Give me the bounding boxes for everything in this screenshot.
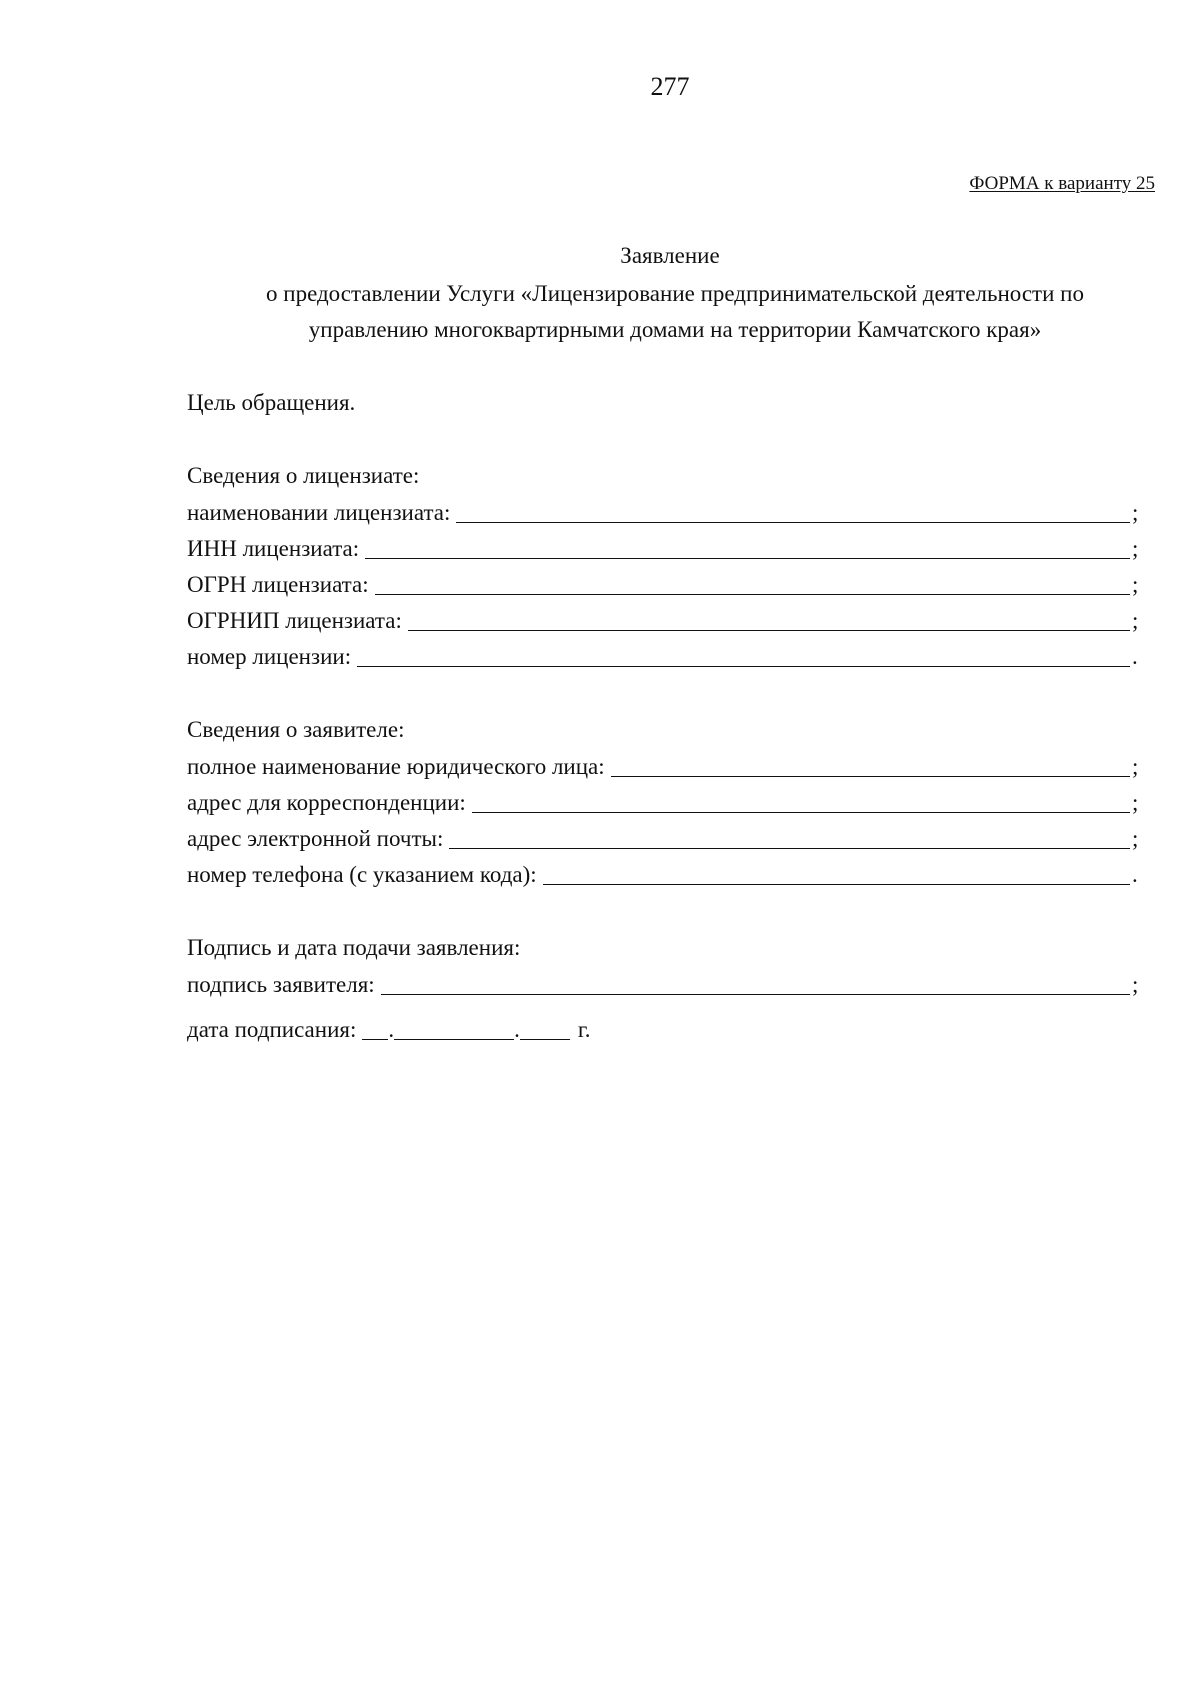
license-number-row — [187, 640, 1142, 670]
applicant-phone-field[interactable] — [543, 862, 1130, 885]
licensee-inn-row — [187, 532, 1142, 562]
date-year-field[interactable] — [520, 1017, 570, 1040]
licensee-name-row — [187, 496, 1142, 526]
year-suffix: г. — [577, 1017, 591, 1042]
licensee-ogrn-field[interactable] — [375, 572, 1130, 595]
purpose-heading: Цель обращения. — [187, 390, 356, 415]
row-end-semicolon: ; — [1132, 500, 1139, 525]
date-month-field[interactable] — [394, 1017, 514, 1040]
document-subtitle: о предоставлении Услуги «Лицензирование предпринимательской деятельности по управлению многоквартирными домами на территории Камчатского края» — [266, 281, 1084, 342]
signing-date-row — [187, 1013, 590, 1043]
row-end-semicolon: ; — [1132, 826, 1139, 851]
applicant-phone-label: номер телефона (с указанием кода): — [187, 862, 537, 887]
signature-row — [187, 968, 1142, 998]
licensee-ogrn-label: ОГРН лицензиата: — [187, 572, 369, 597]
applicant-heading: Сведения о заявителе: — [187, 717, 405, 742]
licensee-ogrnip-field[interactable] — [408, 608, 1130, 631]
date-separator: . — [514, 1017, 520, 1042]
licensee-ogrnip-row — [187, 604, 1142, 634]
licensee-name-label: наименовании лицензиата: — [187, 500, 451, 525]
signature-field[interactable] — [381, 972, 1130, 995]
page-number: 277 — [650, 72, 690, 101]
licensee-ogrnip-label: ОГРНИП лицензиата: — [187, 608, 402, 633]
signature-heading: Подпись и дата подачи заявления: — [187, 935, 521, 960]
applicant-email-row — [187, 822, 1142, 852]
applicant-email-field[interactable] — [449, 826, 1130, 849]
applicant-email-label: адрес электронной почты: — [187, 826, 444, 851]
row-end-semicolon: ; — [1132, 754, 1139, 779]
row-end-period: . — [1132, 644, 1138, 669]
applicant-address-label: адрес для корреспонденции: — [187, 790, 466, 815]
licensee-ogrn-row — [187, 568, 1142, 598]
form-variant-label: ФОРМА к варианту 25 — [969, 173, 1155, 194]
date-separator: . — [388, 1017, 395, 1042]
applicant-address-field[interactable] — [472, 790, 1130, 813]
row-end-semicolon: ; — [1132, 608, 1139, 633]
licensee-heading: Сведения о лицензиате: — [187, 463, 420, 488]
licensee-inn-field[interactable] — [365, 536, 1130, 559]
applicant-phone-row — [187, 858, 1142, 888]
applicant-fullname-row — [187, 750, 1142, 780]
date-day-field[interactable] — [362, 1017, 388, 1040]
applicant-fullname-label: полное наименование юридического лица: — [187, 754, 605, 779]
row-end-semicolon: ; — [1132, 536, 1139, 561]
license-number-field[interactable] — [357, 644, 1130, 667]
document-title: Заявление — [620, 243, 720, 268]
applicant-address-row — [187, 786, 1142, 816]
applicant-fullname-field[interactable] — [611, 754, 1130, 777]
licensee-name-field[interactable] — [456, 500, 1130, 523]
row-end-semicolon: ; — [1132, 572, 1139, 597]
license-number-label: номер лицензии: — [187, 644, 352, 669]
row-end-semicolon: ; — [1132, 790, 1139, 815]
row-end-semicolon: ; — [1132, 972, 1139, 997]
licensee-inn-label: ИНН лицензиата: — [187, 536, 360, 561]
row-end-period: . — [1132, 862, 1138, 887]
signature-label: подпись заявителя: — [187, 972, 375, 997]
signing-date-label: дата подписания: — [187, 1017, 357, 1042]
